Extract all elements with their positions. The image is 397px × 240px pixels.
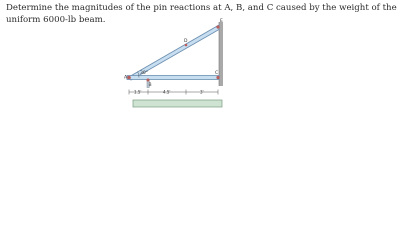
label-b: B <box>148 83 152 88</box>
wall <box>219 22 223 86</box>
label-angle: 30° <box>140 71 148 76</box>
pin-b <box>147 79 150 82</box>
label-e: E <box>220 19 223 24</box>
problem-line-2: uniform 6000-lb beam. <box>6 14 106 25</box>
label-a: A <box>124 75 128 81</box>
dim-label-1: 1.5' <box>134 89 142 95</box>
dim-label-2: 4.5' <box>163 89 171 95</box>
label-c: C <box>215 71 219 76</box>
problem-line-1: Determine the magnitudes of the pin reactions at A, B, and C caused by the weight of the <box>6 3 397 13</box>
pin-c <box>216 76 219 79</box>
ground <box>133 100 222 107</box>
label-d: D <box>184 39 188 44</box>
pin-a <box>127 76 131 80</box>
pin-e <box>216 25 219 28</box>
beam-diagram <box>0 0 397 116</box>
horizontal-beam <box>127 76 219 80</box>
pin-d <box>185 44 188 47</box>
dim-label-3: 3' <box>200 89 204 95</box>
